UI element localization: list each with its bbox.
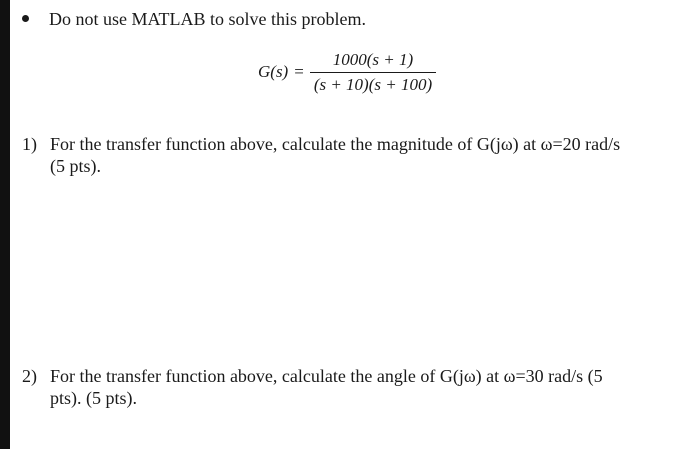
equation-numerator: 1000(s + 1) [332,49,414,69]
equals-sign: = [294,62,304,81]
left-edge-bar [0,0,10,449]
transfer-function-equation [258,46,436,98]
question-text-line1: For the transfer function above, calculate the angle of G(jω) at ω=30 rad/s (5 [50,366,603,386]
question-text-line2: (5 pts). [50,156,101,176]
question-number: 2) [22,366,37,386]
fraction [310,50,436,95]
equation-lhs: G(s) [258,62,289,81]
instruction-text: Do not use MATLAB to solve this problem. [49,9,366,29]
bullet-icon [22,15,29,22]
equation-denominator: (s + 10)(s + 100) [310,72,436,95]
question-text-line2: pts). (5 pts). [50,388,137,408]
question-1 [22,133,672,177]
question-text-line1: For the transfer function above, calculate the magnitude of G(jω) at ω=20 rad/s [50,134,621,154]
question-number: 1) [22,134,37,154]
question-2 [22,365,672,409]
instruction-bullet [22,8,366,30]
